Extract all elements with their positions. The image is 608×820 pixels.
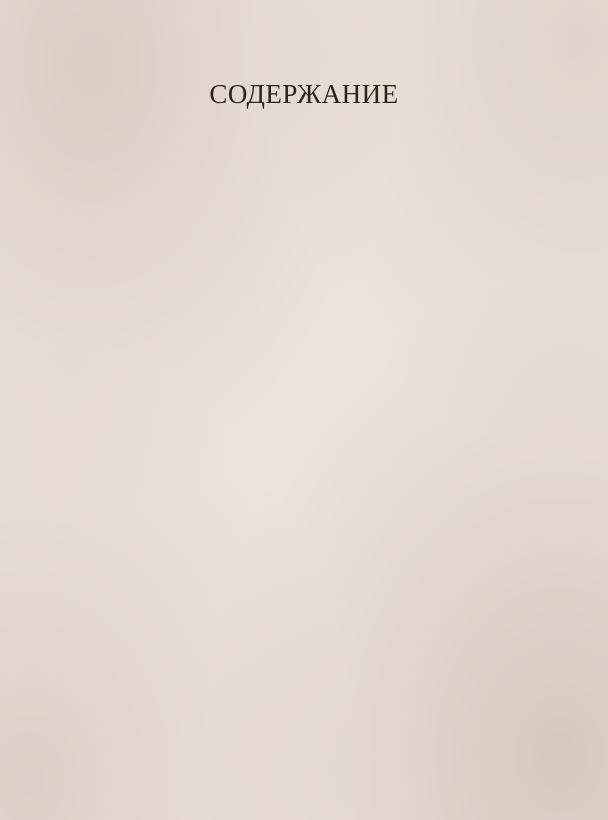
page-title: СОДЕРЖАНИЕ	[209, 79, 399, 109]
